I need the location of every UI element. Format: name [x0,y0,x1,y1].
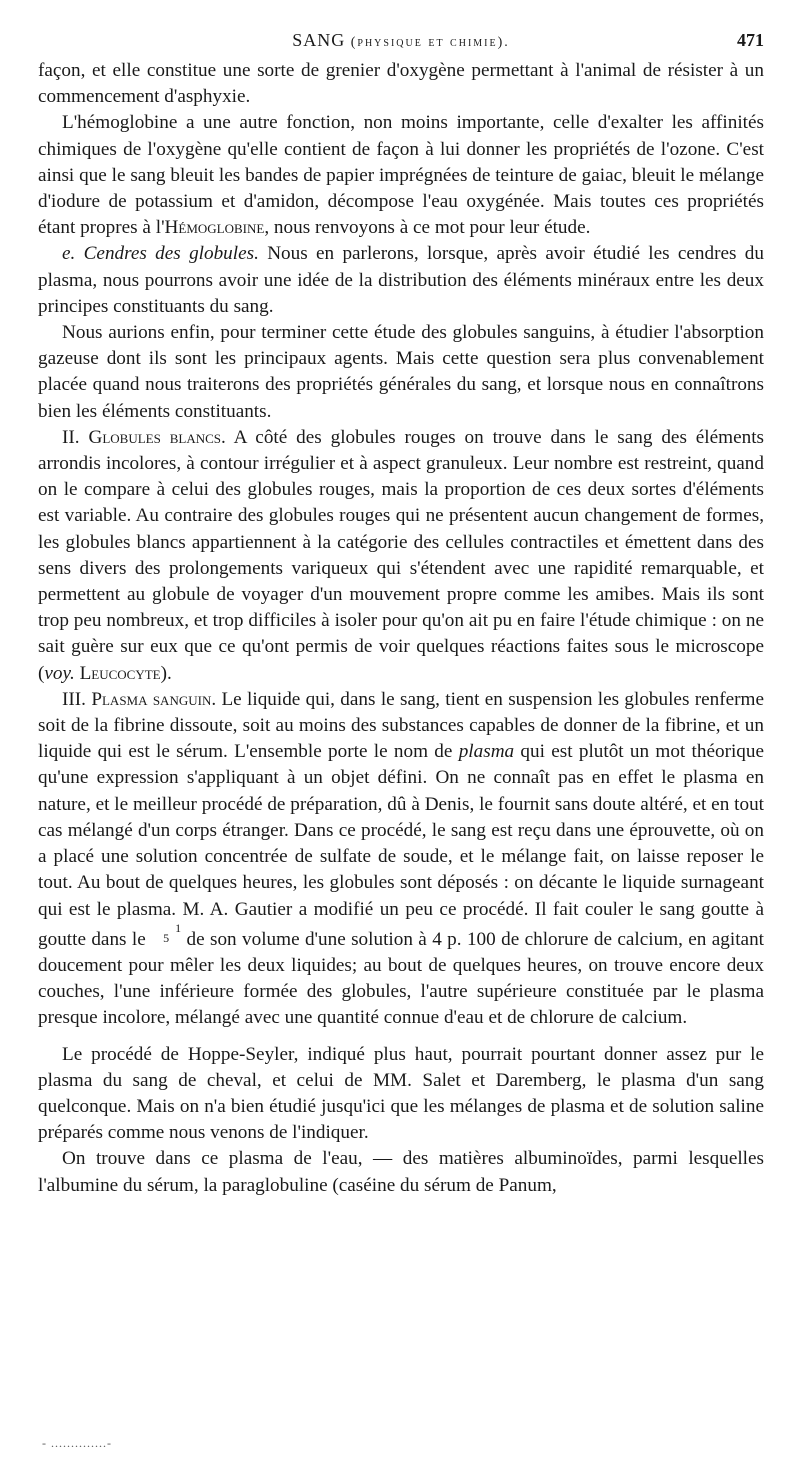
page-number: 471 [737,30,764,50]
paragraph-2 [38,110,764,241]
body-text [38,58,764,1199]
paragraph-3 [38,241,764,320]
paragraph-5-text-b: ). [160,662,172,684]
term-plasma: plasma [458,741,515,763]
paragraph-5-text-a: A côté des globules rouges on trouve dans le sang des éléments arrondis incolores, à contour irrégulier et à aspect granuleux. Leur nombre est restreint, quand on le compare à celui des globules rouges, mais la proportion de ces deux sortes d'éléments est variable. Au contraire des globules rouges qui ne présentent aucun changement de formes, les globules blancs appartiennent à la catégorie des cellules contractiles et émettent dans des sens divers des prolongements variqueux qui s'étendent avec une rapidité remarquable, et permettent au globule de voyager d'un mouvement propre comme les amibes. Mais ils sont trop peu nombreux, et trop difficiles à isoler pour qu'on ait pu en faire l'étude chimique : on ne sait guère sur eux que ce qu'ont permis de voir quelques réactions faites sous le microscope ( [38,426,764,684]
section-number-ii: II. [62,426,89,448]
cross-reference-leucocyte: Leucocyte [74,662,161,684]
paragraph-2-text-b: , nous renvoyons à ce mot pour leur étude. [264,217,591,239]
paragraph-6-text-b: qui est plutôt un mot théorique qu'une expression s'appliquant à un objet défini. On ne connaît pas en effet le plasma en nature, et le meilleur procédé de préparation, dû à Denis, le fournit sans doute altéré, et en tout cas mélangé d'un corps étranger. Dans ce procédé, le sang est reçu dans une éprouvette, où on a placé une solution concentrée de sulfate de soude, et le mélange fait, on laisse reposer le tout. Au bout de quelques heures, les globules sont déposés : on décante le liquide surnageant qui est le plasma. M. A. Gautier a modifié un peu ce procédé. Il fait couler le sang goutte à goutte dans le [38,741,764,950]
running-head [38,30,764,56]
section-heading-plasma-sanguin: Plasma sanguin. [91,688,217,710]
voy-abbreviation: voy. [44,662,75,684]
fraction-numerator: 1 [175,920,182,935]
document-page [38,30,764,1199]
paragraph-4: Nous aurions enfin, pour terminer cette étude des globules sanguins, à étudier l'absorption gazeuse dont ils sont les principaux agents. Mais cette question sera plus convenablement placée quand nous traiterons des propriétés générales du sang, et lorsque nous en connaîtrons bien les éléments constituants. [38,322,764,422]
section-heading-globules-blancs: Globules blancs. [88,426,226,448]
paragraph-3-text: Nous en parlerons, lorsque, après avoir étudié les cendres du plasma, nous pourrons avoir une idée de la distribution des éléments minéraux entre les deux principes constituants du sang. [38,243,764,317]
paragraph-6-text-a: Le liquide qui, dans le sang, tient en suspension les globules renferme soit de la fibrine dissoute, soit au moins des substances capables de donner de la fibrine, et un liquide qui est le sérum. L'ensemble porte le nom de [38,688,764,763]
paragraph-8: On trouve dans ce plasma de l'eau, — des matières albuminoïdes, parmi lesquelles l'albumine du sérum, la paraglobuline (caséine du sérum de Panum, [38,1148,764,1196]
running-title-main: SANG [292,30,346,50]
paragraph-1: façon, et elle constitue une sorte de grenier d'oxygène permettant à l'animal de résister à un commencement d'asphyxie. [38,60,764,108]
paragraph-6-text-c: de son volume d'une solution à 4 p. 100 de chlorure de calcium, en agitant doucement pour mêler les deux liquides; au bout de quelques heures, on trouve encore deux couches, l'une inférieure formée des globules, l'autre supérieure constituée par le plasma presque incolore, mélangé avec une quantité connue d'eau et de chlorure de calcium. [38,928,764,1029]
section-number-iii: III. [62,688,92,710]
cross-reference-hemoglobine: Hémoglobine [164,217,265,239]
paragraph-2-text-a: L'hémoglobine a une autre fonction, non moins importante, celle d'exalter les affinités chimiques de l'oxygène qu'elle contient de façon à lui donner les propriétés de l'ozone. C'est ainsi que le sang bleuit les bandes de papier imprégnées de teinture de gaiac, bleuit le mélange d'iodure de potassium et d'amidon, décompose l'eau oxygénée. Mais toutes ces propriétés étant propres à l' [38,112,764,239]
paragraph-6 [38,687,764,1032]
fraction-one-fifth [151,920,182,945]
footer-mark: - ..............- [42,1436,112,1450]
fraction-denominator: 5 [163,930,170,945]
paragraph-5 [38,425,764,687]
running-title-sub: (physique et chimie). [350,35,510,50]
section-label-cendres: e. Cendres des globules. [62,243,259,265]
paragraph-7: Le procédé de Hoppe-Seyler, indiqué plus haut, pourrait pourtant donner assez pur le plasma du sang de cheval, et celui de MM. Salet et Daremberg, le plasma d'un sang quelconque. Mais on n'a bien étudié jusqu'ici que les mélanges de plasma et de solution saline préparés comme nous venons de l'indiquer. [38,1043,764,1144]
running-title [38,30,764,51]
